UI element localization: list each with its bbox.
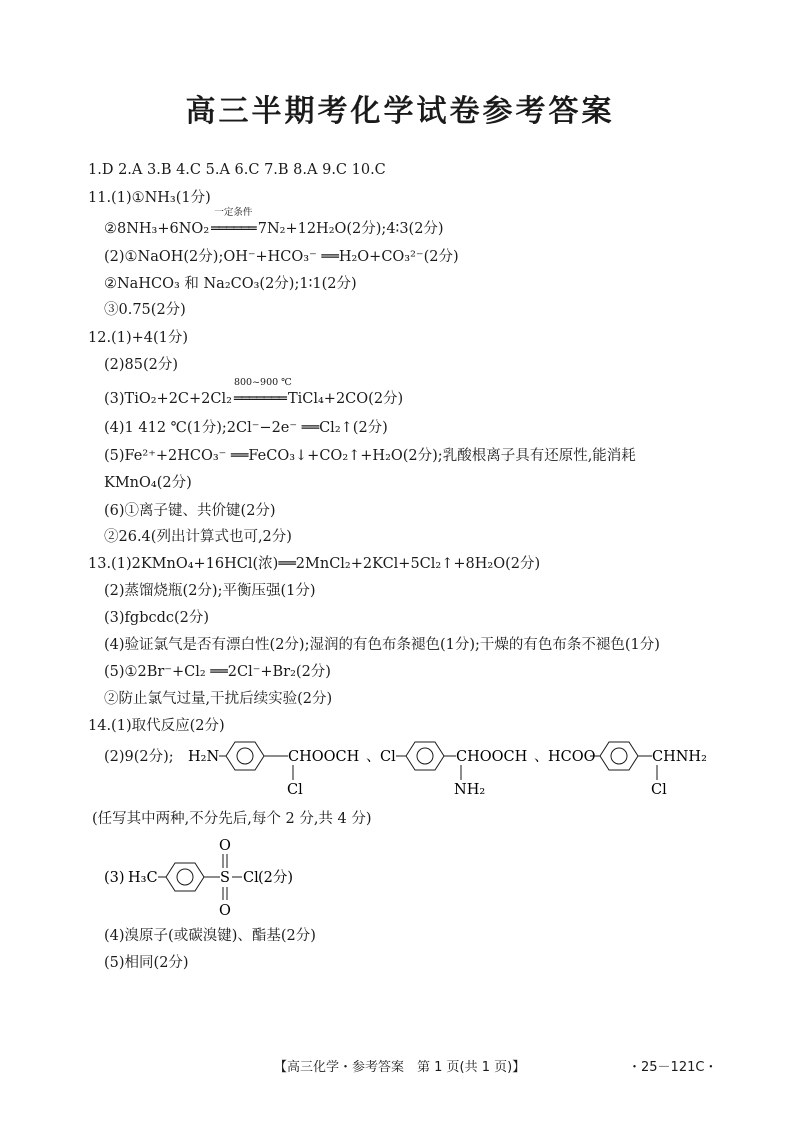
q12-equation-right: TiCl₄+2CO(2分): [287, 391, 404, 407]
q14-isomer-structures: [0, 728, 800, 808]
s3-right-group: CHNH₂: [652, 749, 707, 765]
q12-line-4: (4)1 412 ℃(1分);2Cl⁻−2e⁻ ══Cl₂↑(2分): [104, 420, 388, 436]
q11-equation-left: ②8NH₃+6NO₂: [104, 221, 210, 237]
separator-2: 、: [534, 749, 549, 765]
s2-right-group: CHOOCH: [456, 749, 528, 765]
multiple-choice-answers: 1.D 2.A 3.B 4.C 5.A 6.C 7.B 8.A 9.C 10.C: [88, 162, 386, 178]
q13-line-4: (4)验证氯气是否有漂白性(2分);湿润的有色布条褪色(1分);干燥的有色布条不褪色(1分): [104, 637, 660, 653]
q11-reaction-condition: [211, 207, 256, 239]
q14-note: (任写其中两种,不分先后,每个 2 分,共 4 分): [92, 811, 372, 827]
oxygen-top: O: [219, 838, 231, 854]
s3-left-group: HCOO: [548, 749, 596, 765]
s3-substituent: Cl: [651, 782, 667, 798]
q12-line-8: ②26.4(列出计算式也可,2分): [104, 529, 292, 545]
q11-line-3: (2)①NaOH(2分);OH⁻+HCO₃⁻ ══H₂O+CO₃²⁻(2分): [104, 249, 459, 265]
footer-page-info: 【高三化学・参考答案 第 1 页(共 1 页)】: [274, 1060, 526, 1075]
q11-condition-text: 一定条件: [214, 207, 253, 218]
benzene-ring-icon: [166, 863, 204, 891]
s1-left-group: H₂N: [188, 749, 220, 765]
q14-line-2-prefix: (2)9(2分);: [104, 749, 174, 765]
q14-sulfonyl-chloride-structure: [0, 830, 800, 925]
s2-substituent: NH₂: [454, 782, 486, 798]
q13-line-1: 13.(1)2KMnO₄+16HCl(浓)══2MnCl₂+2KCl+5Cl₂↑+8H₂O(2分): [88, 556, 541, 572]
q14-part3-score: (2分): [258, 870, 294, 886]
q13-line-6: ②防止氯气过量,干扰后续实验(2分): [104, 691, 333, 707]
q14-line-5: (5)相同(2分): [104, 955, 189, 971]
footer-code: ・25－121C・: [628, 1060, 718, 1075]
chlorine-atom: Cl: [243, 870, 259, 886]
q11-line-5: ③0.75(2分): [104, 302, 186, 318]
q13-line-2: (2)蒸馏烧瓶(2分);平衡压强(1分): [104, 583, 316, 599]
benzene-ring-icon: [600, 742, 638, 770]
q12-reaction-condition: [233, 377, 292, 409]
oxygen-bottom: O: [219, 903, 231, 919]
methyl-group: H₃C: [128, 870, 158, 886]
benzene-ring-icon: [226, 742, 264, 770]
q12-condition-text: 800~900 ℃: [233, 377, 292, 388]
q11-line-1: 11.(1)①NH₃(1分): [88, 190, 211, 206]
q14-line-1: 14.(1)取代反应(2分): [88, 718, 225, 734]
equals-sign-icon: ═══════: [233, 391, 286, 407]
s2-left-group: Cl: [380, 749, 396, 765]
q11-line-2: [104, 207, 444, 239]
separator-1: 、: [366, 749, 381, 765]
q12-line-6: KMnO₄(2分): [104, 475, 192, 491]
q14-line-4: (4)溴原子(或碳溴键)、酯基(2分): [104, 928, 316, 944]
q13-line-3: (3)fgbcdc(2分): [104, 610, 210, 626]
s1-right-group: CHOOCH: [288, 749, 360, 765]
q11-equation-right: 7N₂+12H₂O(2分);4∶3(2分): [257, 221, 444, 237]
q12-line-2: (2)85(2分): [104, 357, 179, 373]
q11-line-4: ②NaHCO₃ 和 Na₂CO₃(2分);1∶1(2分): [104, 276, 357, 292]
sulfur-atom: S: [220, 870, 230, 886]
q14-part3-label: (3): [104, 870, 125, 886]
page-title: 高三半期考化学试卷参考答案: [185, 94, 615, 129]
q12-line-7: (6)①离子键、共价键(2分): [104, 503, 276, 519]
q12-equation-left: (3)TiO₂+2C+2Cl₂: [104, 391, 232, 407]
q13-line-5: (5)①2Br⁻+Cl₂ ══2Cl⁻+Br₂(2分): [104, 664, 331, 680]
q12-line-1: 12.(1)+4(1分): [88, 330, 189, 346]
q12-line-5: (5)Fe²⁺+2HCO₃⁻ ══FeCO₃↓+CO₂↑+H₂O(2分);乳酸根离子具有还原性,能消耗: [104, 448, 636, 464]
benzene-ring-icon: [406, 742, 444, 770]
q12-line-3: [104, 377, 404, 409]
s1-substituent: Cl: [287, 782, 303, 798]
equals-sign-icon: ══════: [211, 221, 256, 237]
